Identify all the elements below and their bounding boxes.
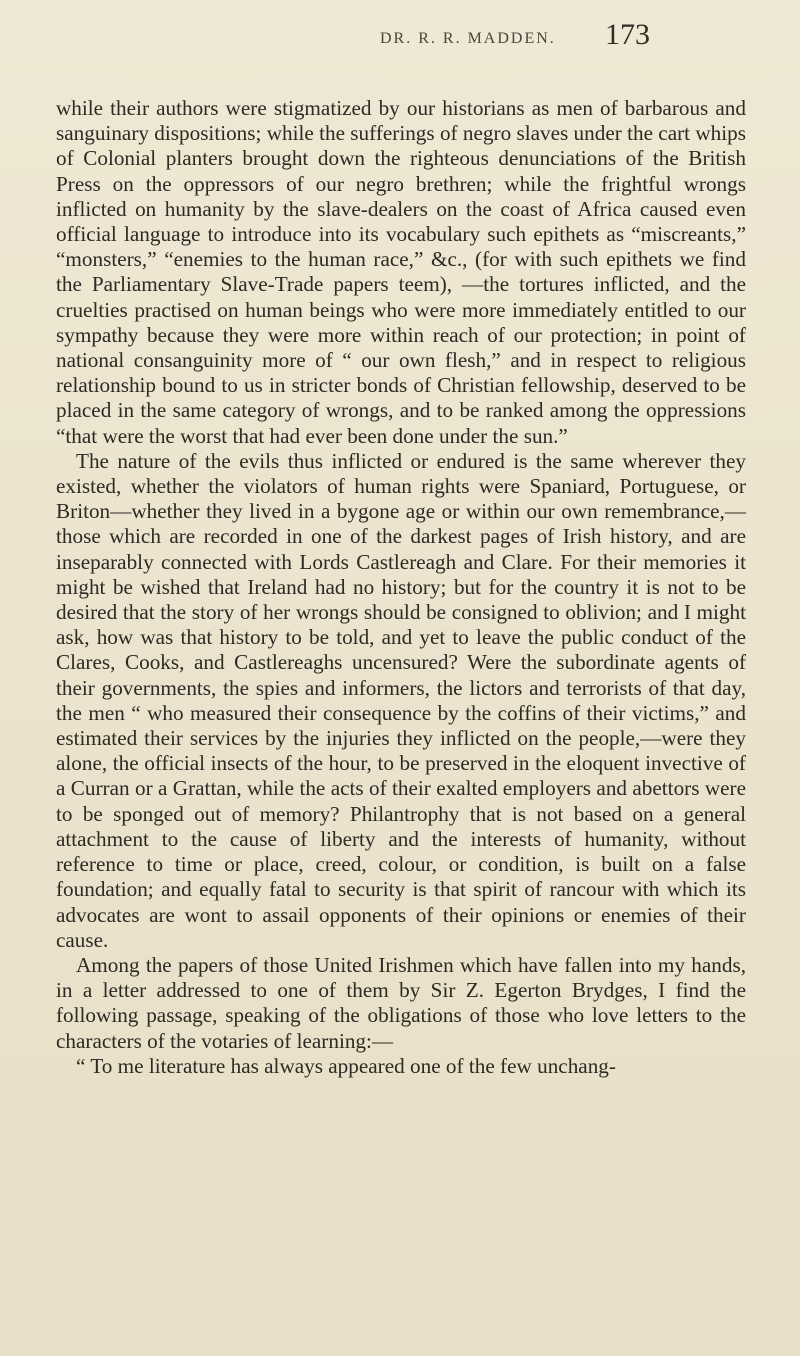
- page-number: 173: [605, 18, 650, 51]
- paragraph-3: Among the papers of those United Irishmen which have fallen into my hands, in a letter addressed to one of them by Sir Z. Egerton Brydges, I find the following passage, speaking of the obligations of those who love letters to the characters of the votaries of learning:—: [56, 952, 746, 1053]
- paragraph-2: The nature of the evils thus inflicted or endured is the same wherever they existed, whether the violators of human rights were Spaniard, Portuguese, or Briton—whether they lived in a bygone age or within our own remembrance,—those which are recorded in one of the darkest pages of Irish history, and are inseparably connected with Lords Castlereagh and Clare. For their memories it might be wished that Ireland had no history; but for the country it is not to be desired that the story of her wrongs should be consigned to oblivion; and I might ask, how was that history to be told, and yet to leave the public conduct of the Clares, Cooks, and Castlereaghs uncensured? Were the subordinate agents of their governments, the spies and informers, the lictors and terrorists of that day, the men “ who measured their consequence by the coffins of their victims,” and estimated their services by the injuries they inflicted on the people,—were they alone, the official insects of the hour, to be preserved in the eloquent invective of a Curran or a Grattan, while the acts of their exalted employers and abettors were to be sponged out of memory? Philantrophy that is not based on a general attachment to the cause of liberty and the interests of humanity, without reference to time or place, creed, colour, or condition, is built on a false foundation; and equally fatal to security is that spirit of rancour with which its advocates are wont to assail opponents of their opinions or enemies of their cause.: [56, 448, 746, 952]
- paragraph-1: while their authors were stigmatized by our historians as men of barbarous and sanguinary dispositions; while the sufferings of negro slaves under the cart whips of Colonial planters brought down the righteous denunciations of the British Press on the oppressors of our negro brethren; while the frightful wrongs inflicted on humanity by the slave-dealers on the coast of Africa caused even official language to introduce into its vocabulary such epithets as “miscreants,” “monsters,” “enemies to the human race,” &c., (for with such epithets we find the Parliamentary Slave-Trade papers teem), —the tortures inflicted, and the cruelties practised on human beings who were more immediately entitled to our sympathy because they were more within reach of our protection; in point of national consanguinity more of “ our own flesh,” and in respect to religious relationship bound to us in stricter bonds of Christian fellowship, deserved to be placed in the same category of wrongs, and to be ranked among the oppressions “that were the worst that had ever been done under the sun.”: [56, 96, 746, 448]
- running-title: DR. R. R. MADDEN.: [380, 30, 556, 47]
- running-head: [150, 18, 650, 58]
- body-text: [56, 96, 746, 1079]
- paragraph-4: “ To me literature has always appeared one of the few unchang-: [76, 1053, 616, 1078]
